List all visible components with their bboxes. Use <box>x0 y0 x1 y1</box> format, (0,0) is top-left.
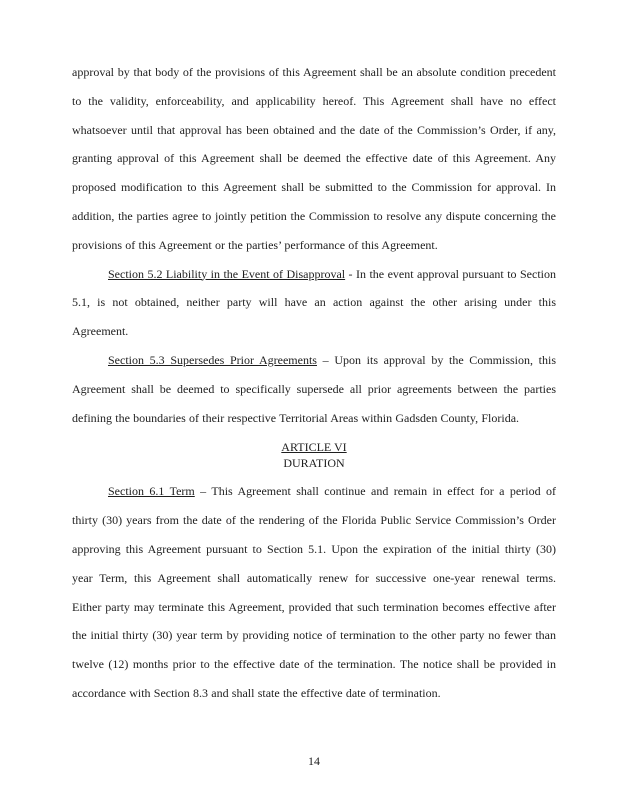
section-heading-underlined: Section 6.1 Term <box>108 484 195 499</box>
text-line: Agreement shall be deemed to specifically supersede all prior agreements between the parties <box>72 381 556 396</box>
article-subtitle: DURATION <box>283 455 345 470</box>
text-line: defining the boundaries of their respective Territorial Areas within Gadsden County, Florida. <box>72 410 520 425</box>
text-line: 5.1, is not obtained, neither party will have an action against the other arising under this <box>72 295 556 310</box>
text-line: approval by that body of the provisions of this Agreement shall be an absolute condition precedent <box>72 65 556 79</box>
article-heading <box>72 440 556 471</box>
text-line: to the validity, enforceability, and applicability hereof. This Agreement shall have no effect <box>72 93 556 108</box>
text-line: Either party may terminate this Agreement, provided that such termination becomes effective after <box>72 599 556 614</box>
text-line: accordance with Section 8.3 and shall state the effective date of termination. <box>72 685 441 700</box>
body-text-lower <box>72 477 556 707</box>
text-line: addition, the parties agree to jointly petition the Commission to resolve any dispute concerning the <box>72 208 556 223</box>
text-line: proposed modification to this Agreement shall be submitted to the Commission for approval. In <box>72 180 556 195</box>
text-line: twelve (12) months prior to the effective date of the termination. The notice shall be provided in <box>72 657 556 672</box>
text-line: whatsoever until that approval has been obtained and the date of the Commission’s Order, if any, <box>72 122 556 137</box>
text-line: approving this Agreement pursuant to Section 5.1. Upon the expiration of the initial thirty (30) <box>72 541 556 556</box>
page-number: 14 <box>308 753 320 768</box>
text-line: Section 5.3 Supersedes Prior Agreements – Upon its approval by the Commission, this <box>108 352 556 367</box>
text-line: Agreement. <box>72 324 129 339</box>
text-line: thirty (30) years from the date of the rendering of the Florida Public Service Commission’s Order <box>72 513 556 528</box>
section-heading-underlined: Section 5.3 Supersedes Prior Agreements <box>108 352 317 367</box>
section-heading-underlined: Section 5.2 Liability in the Event of Disapproval <box>108 266 346 281</box>
text-line: provisions of this Agreement or the parties’ performance of this Agreement. <box>72 237 438 252</box>
text-line: Section 6.1 Term – This Agreement shall continue and remain in effect for a period of <box>108 484 556 499</box>
text-line: year Term, this Agreement shall automatically renew for successive one-year renewal terms. <box>72 570 556 585</box>
text-line: Section 5.2 Liability in the Event of Disapproval - In the event approval pursuant to Section <box>108 266 556 281</box>
text-line: the initial thirty (30) year term by providing notice of termination to the other party no fewer than <box>72 628 556 643</box>
text-line: granting approval of this Agreement shall be deemed the effective date of this Agreement. Any <box>72 151 556 166</box>
article-title: ARTICLE VI <box>281 440 347 455</box>
body-text-upper <box>72 58 556 432</box>
